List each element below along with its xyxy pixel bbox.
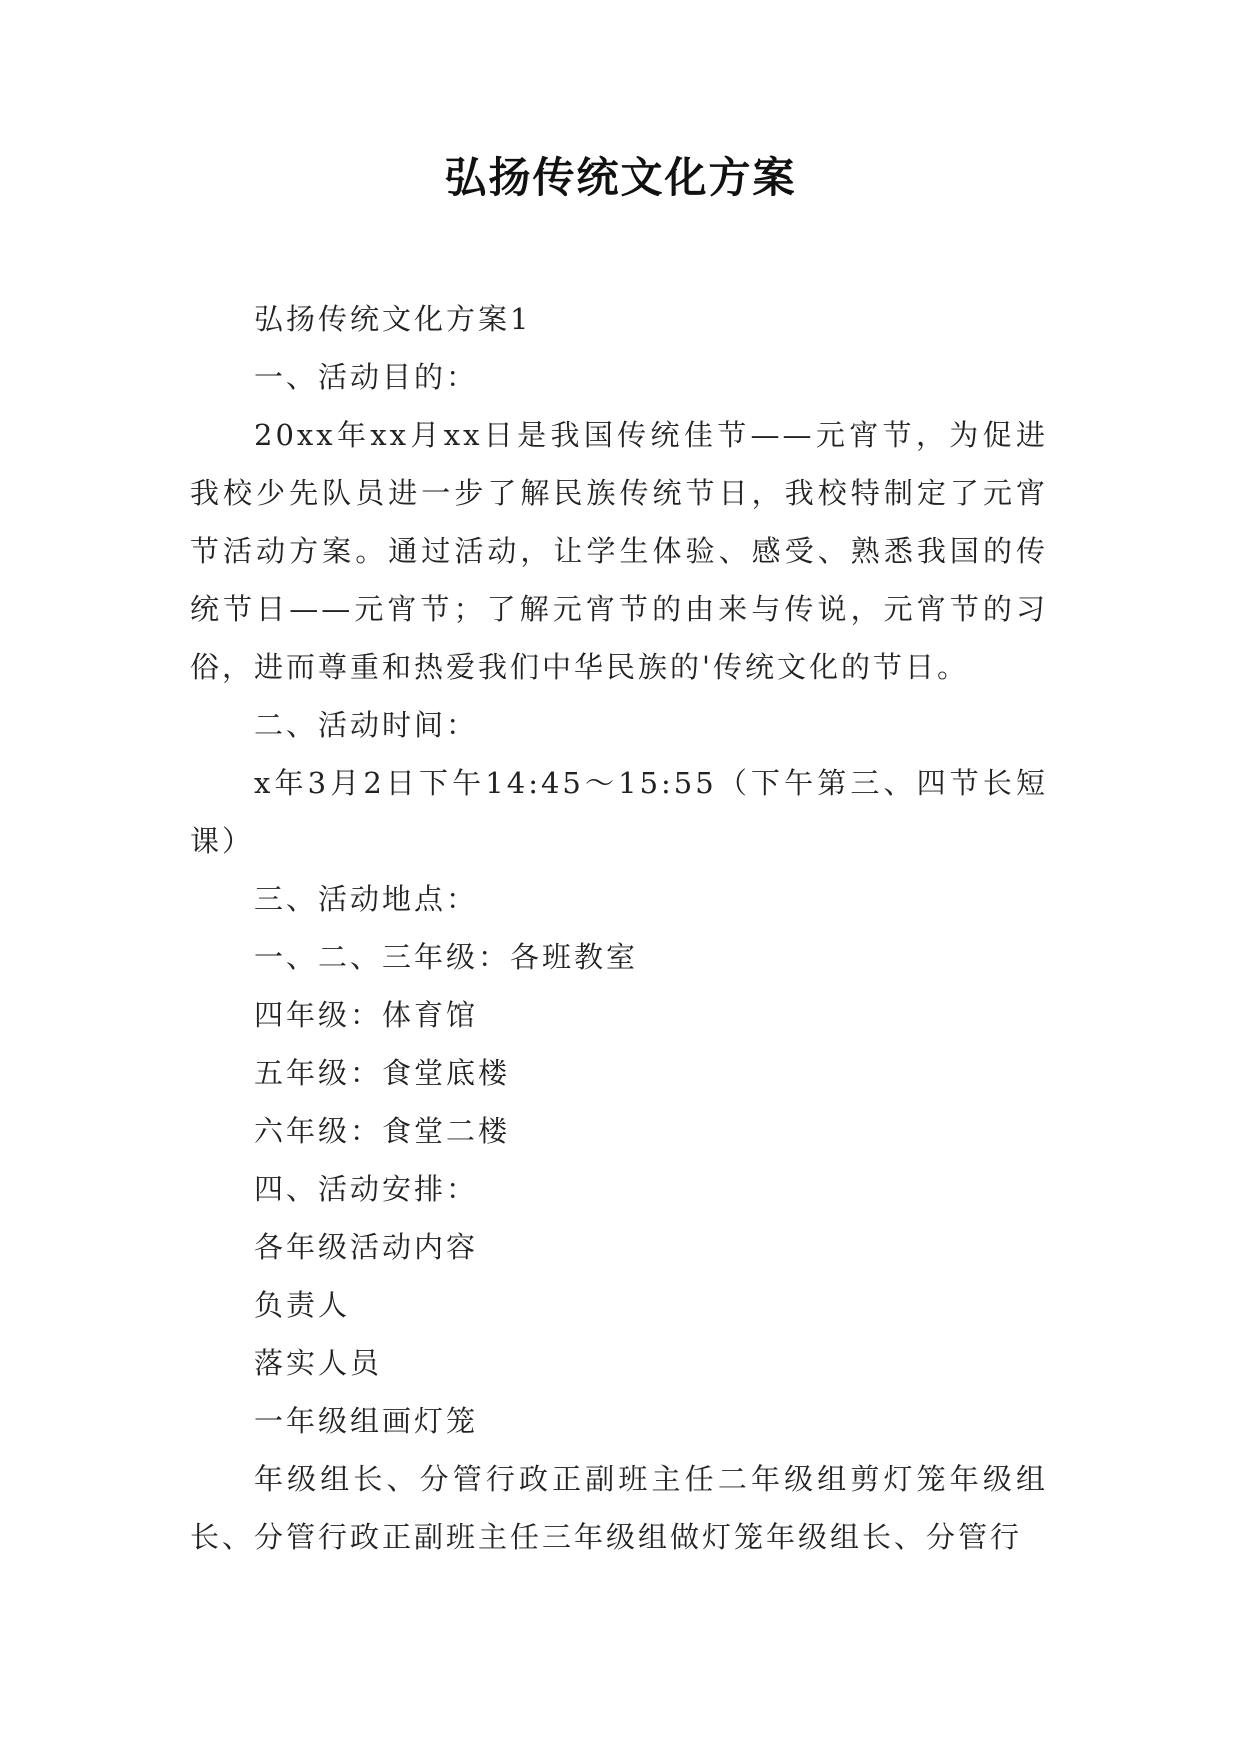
arrangement-item: 一年级组画灯笼 [254, 1404, 479, 1438]
section-heading: 弘扬传统文化方案1 [254, 302, 532, 336]
arrangement-header: 落实人员 [254, 1346, 383, 1380]
subheading-time: 二、活动时间： [254, 708, 479, 742]
location-item: 六年级：食堂二楼 [254, 1114, 511, 1148]
paragraph-time: x年3月2日下午14:45～15:55（下午第三、四节长短课） [190, 766, 1048, 858]
document-body [190, 290, 1048, 1566]
location-item: 一、二、三年级：各班教室 [254, 940, 639, 974]
subheading-purpose: 一、活动目的： [254, 360, 479, 394]
arrangement-header: 负责人 [254, 1288, 351, 1322]
arrangement-header: 各年级活动内容 [254, 1230, 479, 1264]
paragraph-purpose: 20xx年xx月xx日是我国传统佳节——元宵节，为促进我校少先队员进一步了解民族传统节日，我校特制定了元宵节活动方案。通过活动，让学生体验、感受、熟悉我国的传统节日——元宵节；了解元宵节的由来与传说，元宵节的习俗，进而尊重和热爱我们中华民族的'传统文化的节日。 [190, 418, 1048, 684]
document-title: 弘扬传统文化方案 [444, 153, 797, 202]
arrangement-paragraph: 年级组长、分管行政正副班主任二年级组剪灯笼年级组长、分管行政正副班主任三年级组做灯笼年级组长、分管行 [190, 1462, 1048, 1554]
location-item: 四年级：体育馆 [254, 998, 479, 1032]
subheading-arrangement: 四、活动安排： [254, 1172, 479, 1206]
subheading-location: 三、活动地点： [254, 882, 479, 916]
location-item: 五年级：食堂底楼 [254, 1056, 511, 1090]
